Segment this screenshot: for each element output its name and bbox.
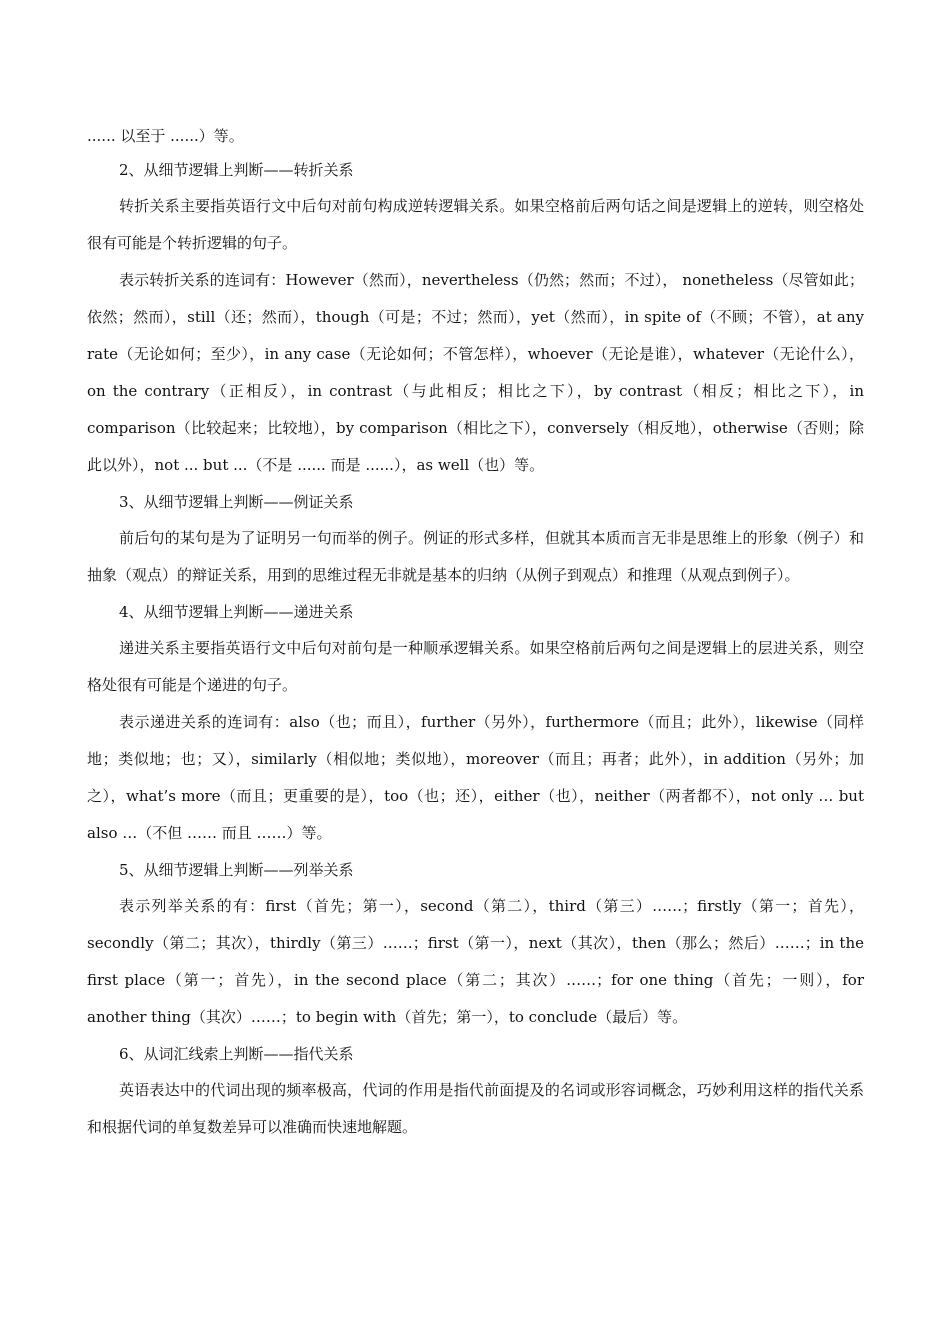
paragraph-contrast-definition: 转折关系主要指英语行文中后句对前句构成逆转逻辑关系。如果空格前后两句话之间是逻辑上的逆转，则空格处很有可能是个转折逻辑的句子。: [87, 197, 864, 252]
paragraph-enumeration-connectives: 表示列举关系的有：first（首先；第一），second（第二），third（第三）……；firstly（第一；首先），secondly（第二；其次），thirdly（第三）……；first（第一），next（其次），then（那么；然后）……；in the first place（第一；首先），in the second place（第二；其次）……；for one thing（首先；一则），for another thing（其次）……；to begin with（首先；第一），to conclude（最后）等。: [87, 897, 864, 1026]
paragraph-progression-connectives: 表示递进关系的连词有：also（也；而且），further（另外），furthermore（而且；此外），likewise（同样地；类似地；也；又），similarly（相似地；类似地），moreover（而且；再者；此外），in addition（另外；加之），what’s more（而且；更重要的是），too（也；还），either（也），neither（两者都不），not only … but also …（不但 …… 而且 ……）等。: [87, 713, 864, 842]
section-heading-reference: 6、从词汇线索上判断——指代关系: [119, 1045, 354, 1063]
section-heading-enumeration: 5、从细节逻辑上判断——列举关系: [119, 861, 354, 879]
paragraph-progression-definition: 递进关系主要指英语行文中后句对前句是一种顺承逻辑关系。如果空格前后两句之间是逻辑上的层进关系，则空格处很有可能是个递进的句子。: [87, 639, 864, 694]
paragraph-reference-definition: 英语表达中的代词出现的频率极高，代词的作用是指代前面提及的名词或形容词概念，巧妙利用这样的指代关系和根据代词的单复数差异可以准确而快速地解题。: [87, 1081, 864, 1136]
continuation-text: ...... 以至于 ......）等。: [87, 127, 244, 145]
section-heading-progression: 4、从细节逻辑上判断——递进关系: [119, 603, 354, 621]
paragraph-example-definition: 前后句的某句是为了证明另一句而举的例子。例证的形式多样，但就其本质而言无非是思维上的形象（例子）和抽象（观点）的辩证关系，用到的思维过程无非就是基本的归纳（从例子到观点）和推理（从观点到例子）。: [87, 529, 864, 584]
section-heading-example: 3、从细节逻辑上判断——例证关系: [119, 493, 354, 511]
document-body: [87, 120, 864, 1146]
paragraph-contrast-connectives: 表示转折关系的连词有：However（然而），nevertheless（仍然；然而；不过）， nonetheless（尽管如此；依然；然而），still（还；然而），though（可是；不过；然而），yet（然而），in spite of（不顾；不管），at any rate（无论如何；至少），in any case（无论如何；不管怎样），whoever（无论是谁），whatever（无论什么），on the contrary（正相反），in contrast（与此相反；相比之下），by contrast（相反；相比之下），in comparison（比较起来；比较地），by comparison（相比之下），conversely（相反地），otherwise（否则；除此以外），not ... but ...（不是 ...... 而是 ......），as well（也）等。: [87, 271, 864, 474]
section-heading-contrast: 2、从细节逻辑上判断——转折关系: [119, 161, 354, 179]
